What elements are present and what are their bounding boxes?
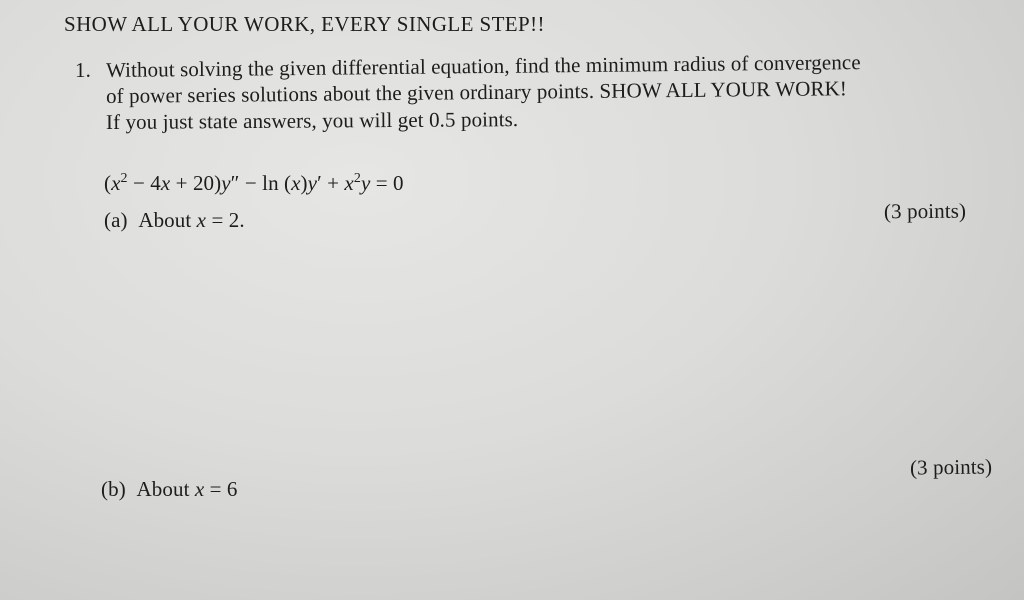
question-number: 1.	[75, 58, 91, 82]
question-text-line-1: Without solving the given differential equation, find the minimum radius of convergence	[105, 50, 861, 82]
part-a-points: (3 points)	[883, 198, 967, 224]
part-a-prompt: (a) About x = 2.	[104, 208, 245, 232]
part-b-points: (3 points)	[909, 454, 993, 480]
page-heading: SHOW ALL YOUR WORK, EVERY SINGLE STEP!!	[64, 12, 545, 36]
part-b-prompt: (b) About x = 6	[101, 477, 238, 501]
question-text-line-3: If you just state answers, you will get 0.5 points.	[105, 107, 519, 134]
differential-equation: $(x^2 - 4x + 20)y'' - \ln (x)y' + x^2y = 0$	[104, 171, 404, 195]
question-text-line-2: of power series solutions about the given ordinary points. SHOW ALL YOUR WORK!	[105, 76, 848, 108]
